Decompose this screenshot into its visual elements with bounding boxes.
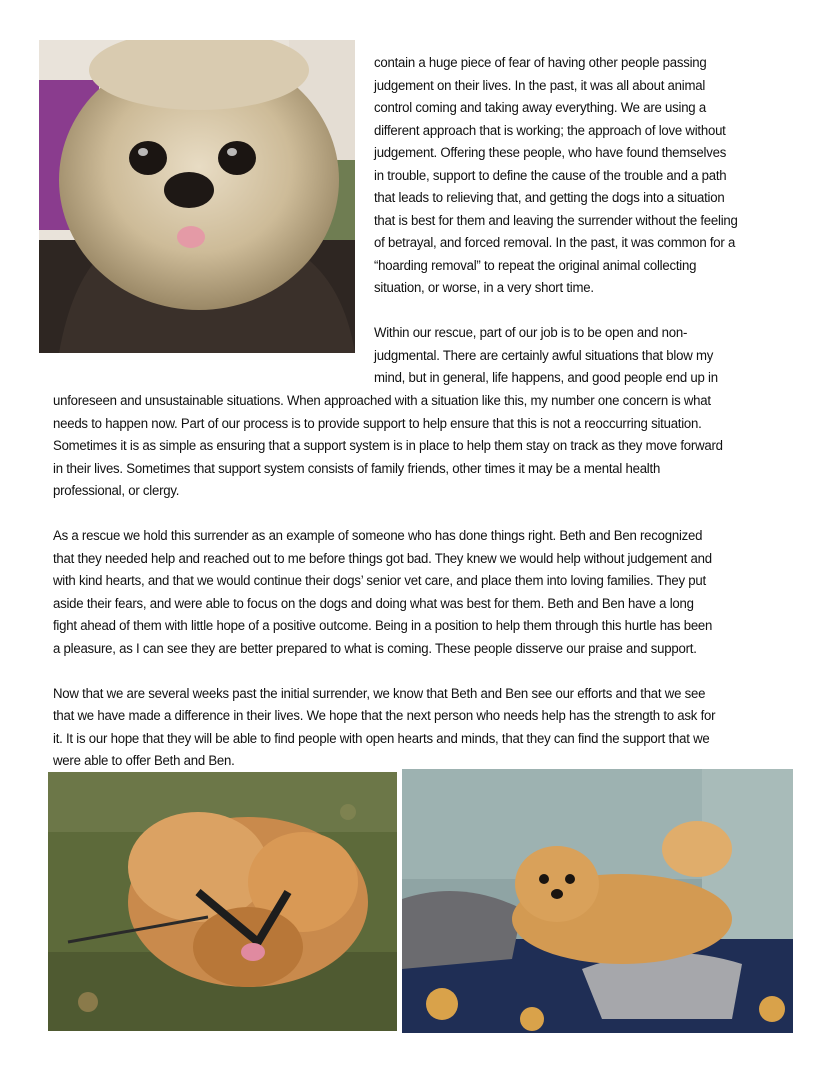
text-line: in trouble, support to define the cause of the trouble and a path xyxy=(374,167,727,184)
text-line: that we have made a difference in their lives. We hope that the next person who needs help has the strength to ask for xyxy=(53,708,716,724)
dog-on-grass-photo xyxy=(48,772,397,1031)
text-line: judgement on their lives. In the past, it was all about animal xyxy=(374,77,706,94)
text-line: aside their fears, and were able to focus on the dogs and doing what was best for them. Beth and Ben have a long xyxy=(53,595,694,612)
text-line: Now that we are several weeks past the initial surrender, we know that Beth and Ben see our efforts and that we see xyxy=(53,685,706,702)
text-line: that leads to relieving that, and getting the dogs into a situation xyxy=(374,190,725,206)
text-line: unforeseen and unsustainable situations. When approached with a situation like this, my number one concern is what xyxy=(53,393,711,409)
text-line: mind, but in general, life happens, and good people end up in xyxy=(374,370,718,386)
text-line: it. It is our hope that they will be able to find people with open hearts and minds, that they can find the support that we xyxy=(53,730,710,747)
text-line: that they needed help and reached out to me before things got bad. They knew we would help without judgement and xyxy=(53,550,712,567)
dog-on-grass-image xyxy=(48,772,397,1031)
text-line: were able to offer Beth and Ben. xyxy=(53,753,235,769)
text-line: with kind hearts, and that we would continue their dogs’ senior vet care, and place them into loving families. They put xyxy=(53,573,706,589)
text-line: As a rescue we hold this surrender as an example of someone who has done things right. Beth and Ben recognized xyxy=(53,528,703,544)
full-width-text xyxy=(53,390,723,773)
text-line: fight ahead of them with little hope of a positive outcome. Being in a position to help them through this hurtle has been xyxy=(53,618,713,634)
dog-closeup-photo xyxy=(39,40,355,353)
text-line: in their lives. Sometimes that support system consists of family friends, other times it may be a mental health xyxy=(53,460,661,477)
text-line: control coming and taking away everything. We are using a xyxy=(374,100,706,116)
wrapped-text-column xyxy=(374,52,738,390)
text-line: that is best for them and leaving the surrender without the feeling xyxy=(374,212,738,229)
text-line: Sometimes it is as simple as ensuring that a support system is in place to help them stay on track as they move forward xyxy=(53,438,723,454)
text-line: “hoarding removal” to repeat the original animal collecting xyxy=(374,257,697,274)
text-line: judgmental. There are certainly awful situations that blow my xyxy=(374,347,714,364)
text-line: Within our rescue, part of our job is to be open and non- xyxy=(374,325,688,341)
text-line: of betrayal, and forced removal. In the past, it was common for a xyxy=(374,235,736,251)
text-line: professional, or clergy. xyxy=(53,483,180,499)
dog-closeup-image xyxy=(39,40,355,353)
text-line: a pleasure, as I can see they are better prepared to what is coming. These people disserve our praise and support. xyxy=(53,640,697,657)
text-line: contain a huge piece of fear of having other people passing xyxy=(374,55,707,71)
dog-on-couch-image xyxy=(402,769,793,1033)
text-line: needs to happen now. Part of our process is to provide support to help ensure that this is not a reoccurring situation. xyxy=(53,415,702,432)
dog-on-couch-photo xyxy=(402,769,793,1033)
text-line: situation, or worse, in a very short time. xyxy=(374,280,594,296)
text-line: judgement. Offering these people, who have found themselves xyxy=(374,145,727,161)
text-line: different approach that is working; the approach of love without xyxy=(374,122,726,139)
